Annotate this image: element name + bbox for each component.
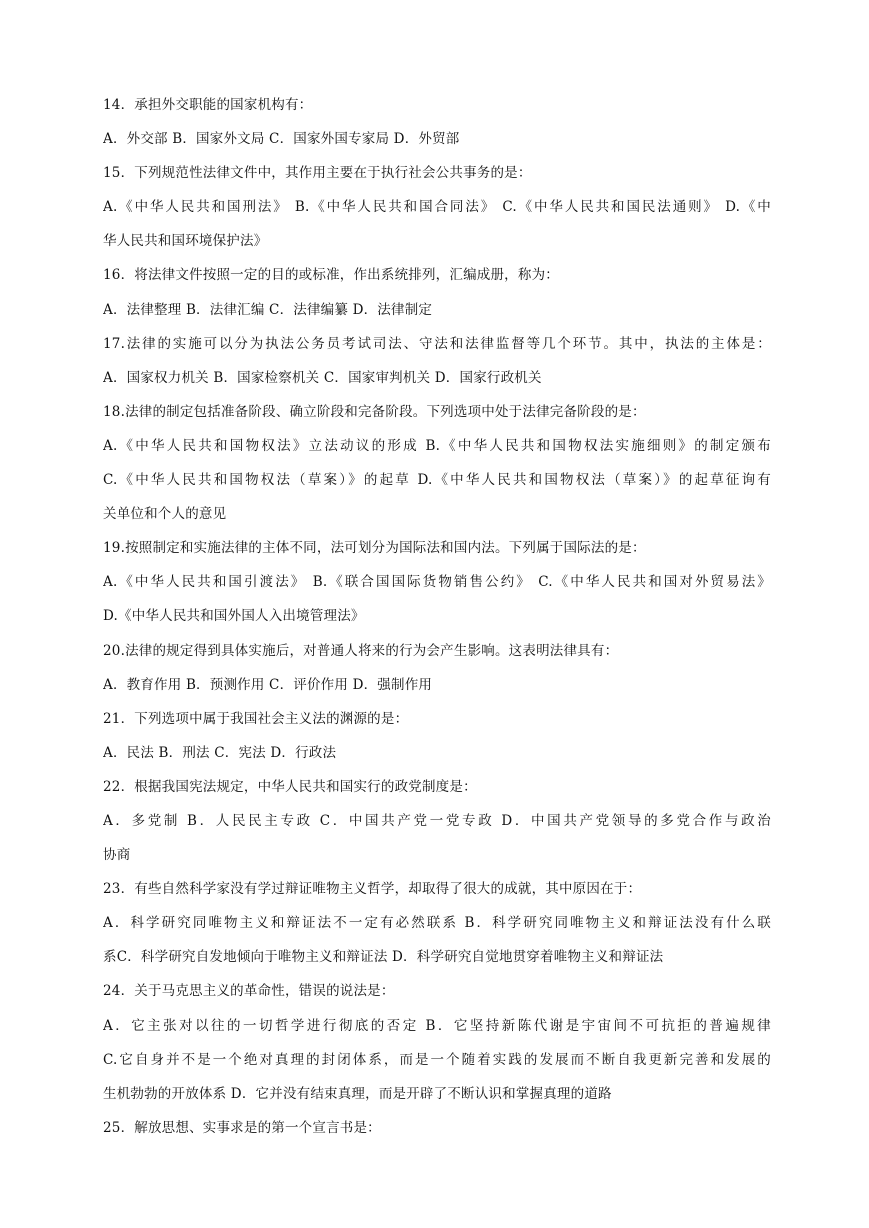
answer-options: A．民法 B．刑法 C．宪法 D．行政法 xyxy=(103,744,337,761)
answer-options: A．教育作用 B．预测作用 C．评价作用 D．强制作用 xyxy=(103,676,433,693)
document-body xyxy=(103,88,771,1145)
answer-options-continued: 华人民共和国环境保护法》 xyxy=(103,233,268,250)
answer-options-continued: 关单位和个人的意见 xyxy=(103,506,227,523)
answer-options: A．科学研究同唯物主义和辩证法不一定有必然联系 B．科学研究同唯物主义和辩证法没有什么联 xyxy=(103,915,771,932)
answer-options-continued: D.《中华人民共和国外国人入出境管理法》 xyxy=(103,608,365,625)
answer-options-continued: 生机勃勃的开放体系 D．它并没有结束真理，而是开辟了不断认识和掌握真理的道路 xyxy=(103,1085,612,1102)
question-stem: 21．下列选项中属于我国社会主义法的渊源的是： xyxy=(103,710,409,727)
answer-options: A．国家权力机关 B．国家检察机关 C．国家审判机关 D．国家行政机关 xyxy=(103,369,542,386)
question-stem: 24．关于马克思主义的革命性，错误的说法是： xyxy=(103,983,395,1000)
question-stem: 15．下列规范性法律文件中，其作用主要在于执行社会公共事务的是： xyxy=(103,165,532,182)
answer-options: A.《中华人民共和国引渡法》 B.《联合国国际货物销售公约》 C.《中华人民共和国对外贸易法》 xyxy=(103,574,771,591)
question-stem: 18.法律的制定包括准备阶段、确立阶段和完备阶段。下列选项中处于法律完备阶段的是： xyxy=(103,403,646,420)
question-stem: 19.按照制定和实施法律的主体不同，法可划分为国际法和国内法。下列属于国际法的是： xyxy=(103,540,646,557)
question-stem: 22．根据我国宪法规定，中华人民共和国实行的政党制度是： xyxy=(103,778,477,795)
answer-options: A．法律整理 B．法律汇编 C．法律编纂 D．法律制定 xyxy=(103,301,433,318)
question-stem: 17.法律的实施可以分为执法公务员考试司法、守法和法律监督等几个环节。其中，执法的主体是： xyxy=(103,335,771,352)
answer-options: C.《中华人民共和国物权法（草案）》的起草 D.《中华人民共和国物权法（草案）》的起草征询有 xyxy=(103,472,771,489)
answer-options: C.它自身并不是一个绝对真理的封闭体系，而是一个随着实践的发展而不断自我更新完善和发展的 xyxy=(103,1051,771,1068)
answer-options: A.《中华人民共和国刑法》 B.《中华人民共和国合同法》 C.《中华人民共和国民法通则》 D.《中 xyxy=(103,199,771,216)
answer-options: A．它主张对以往的一切哲学进行彻底的否定 B．它坚持新陈代谢是宇宙间不可抗拒的普遍规律 xyxy=(103,1017,771,1034)
question-stem: 16．将法律文件按照一定的目的或标准，作出系统排列，汇编成册，称为： xyxy=(103,267,559,284)
answer-options-continued: 协商 xyxy=(103,847,131,864)
answer-options: A．多党制 B．人民民主专政 C．中国共产党一党专政 D．中国共产党领导的多党合作与政治 xyxy=(103,812,771,829)
question-stem: 23．有些自然科学家没有学过辩证唯物主义哲学，却取得了很大的成就，其中原因在于： xyxy=(103,881,642,898)
question-stem: 25．解放思想、实事求是的第一个宣言书是： xyxy=(103,1119,381,1136)
answer-options: A.《中华人民共和国物权法》立法动议的形成 B.《中华人民共和国物权法实施细则》的制定颁布 xyxy=(103,437,771,454)
question-stem: 14．承担外交职能的国家机构有： xyxy=(103,97,313,113)
answer-options: A．外交部 B．国家外文局 C．国家外国专家局 D．外贸部 xyxy=(103,131,460,148)
answer-options-continued: 系C．科学研究自发地倾向于唯物主义和辩证法 D．科学研究自觉地贯穿着唯物主义和辩证法 xyxy=(103,949,664,966)
question-stem: 20.法律的规定得到具体实施后，对普通人将来的行为会产生影响。这表明法律具有： xyxy=(103,642,619,659)
